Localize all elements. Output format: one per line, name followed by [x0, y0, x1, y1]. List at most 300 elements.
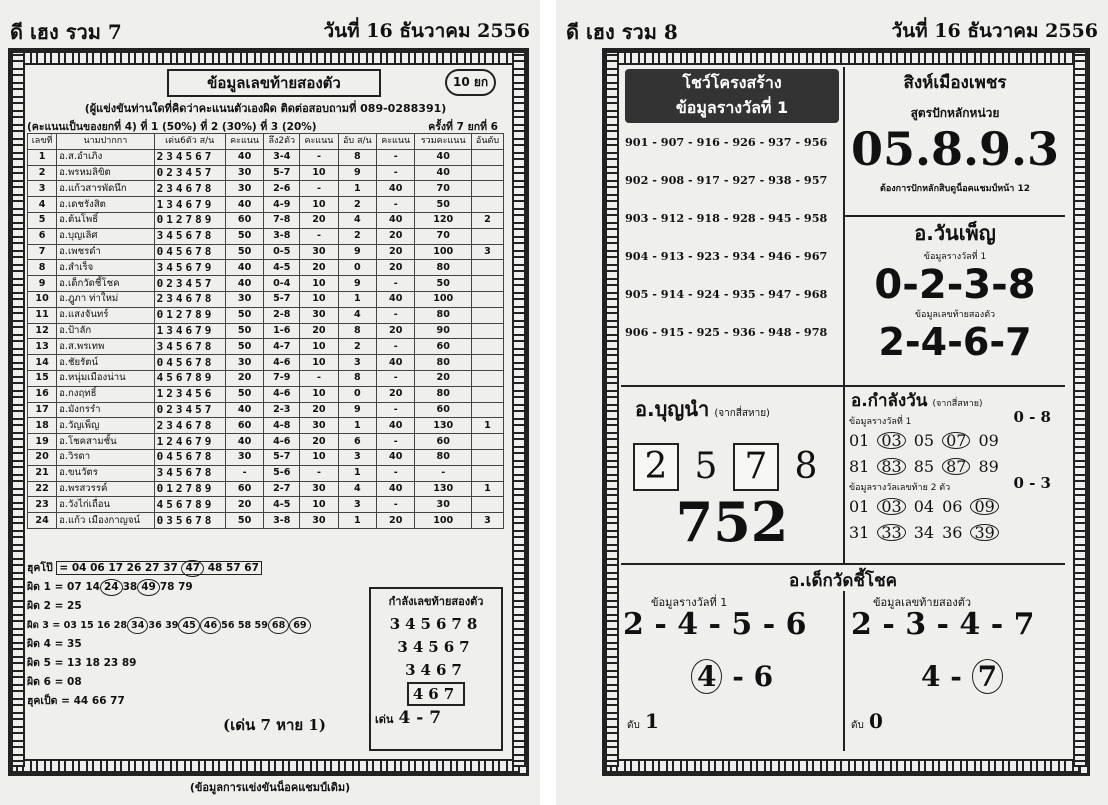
kamlang-number: 03 — [877, 498, 905, 515]
table-body — [28, 149, 504, 528]
structure-row: 906 - 915 - 925 - 936 - 948 - 978 — [625, 325, 828, 339]
table-cell: 7-9 — [264, 370, 300, 386]
border-right — [512, 51, 526, 767]
table-cell: 6 — [28, 228, 57, 244]
table-cell: 60 — [225, 481, 264, 497]
kamlang-number: 01 — [849, 497, 870, 516]
table-cell: 4-8 — [264, 418, 300, 434]
column-header: เด่น6ตัว ส/น — [154, 134, 225, 150]
table-cell: 2 — [471, 212, 503, 228]
right-header-date: วันที่ 16 ธันวาคม 2556 — [891, 20, 1098, 42]
table-cell: 012789 — [154, 481, 225, 497]
singh-title: สิงห์เมืองเพชร — [903, 73, 1007, 93]
table-row — [28, 165, 504, 181]
column-header: ลึง2ตัว — [264, 134, 300, 150]
column-header: คะแนน — [300, 134, 339, 150]
table-row — [28, 465, 504, 481]
kamlang-number: 09 — [978, 431, 999, 450]
table-cell: 40 — [376, 449, 415, 465]
table-cell: 7-8 — [264, 212, 300, 228]
left-header-title: ดี เฮง รวม 7 — [10, 20, 122, 44]
table-cell: 1 — [471, 418, 503, 434]
singh-panel — [845, 67, 1065, 217]
table-cell: อ.เดชรังสิต — [57, 197, 154, 213]
table-cell: - — [300, 465, 339, 481]
table-cell: 3 — [471, 513, 503, 529]
table-cell: 345678 — [154, 339, 225, 355]
boonnam-heading: อ.บุญนำ (จากสี่สหาย) — [635, 397, 770, 421]
table-cell: 2-8 — [264, 307, 300, 323]
table-cell: 20 — [376, 260, 415, 276]
table-cell: อ.ส.พรเทพ — [57, 339, 154, 355]
dek-panel — [621, 565, 1065, 751]
table-row — [28, 307, 504, 323]
wanpen-panel — [845, 217, 1065, 387]
table-cell: 100 — [415, 291, 472, 307]
power-line: 34567 — [397, 638, 475, 656]
table-cell: 1 — [338, 291, 376, 307]
table-cell: 1 — [28, 149, 57, 165]
table-cell: 40 — [376, 291, 415, 307]
table-cell: อ.ป้าลัก — [57, 323, 154, 339]
table-cell: อ.เพชรดำ — [57, 244, 154, 260]
dek-sub-2: 4 - 7 — [921, 659, 1003, 694]
table-cell: 123456 — [154, 386, 225, 402]
boonnam-panel — [621, 387, 845, 565]
singh-formula: สูตรปักหลักหน่วย — [910, 106, 1000, 120]
table-cell: 10 — [300, 386, 339, 402]
table-cell: อ.หนุ่มเมืองน่าน — [57, 370, 154, 386]
border-bottom — [11, 759, 520, 773]
wanpen-number-1: 0-2-3-8 — [874, 262, 1036, 308]
table-cell: 3-4 — [264, 149, 300, 165]
table-cell: 4-6 — [264, 434, 300, 450]
table-cell: 20 — [28, 449, 57, 465]
left-content — [27, 67, 504, 751]
table-cell: 70 — [415, 228, 472, 244]
table-cell: 10 — [300, 197, 339, 213]
wanpen-label-1: ข้อมูลรางวัลที่ 1 — [923, 252, 987, 262]
table-cell: 80 — [415, 307, 472, 323]
kamlang-row-3 — [845, 494, 1065, 520]
right-page — [556, 0, 1108, 805]
table-cell: 130 — [415, 418, 472, 434]
table-cell: 40 — [225, 276, 264, 292]
dek-number-1: 2 - 4 - 5 - 6 — [623, 607, 807, 642]
structure-row: 902 - 908 - 917 - 927 - 938 - 957 — [625, 173, 828, 187]
table-cell: อ.ฎูภา ท่าใหม่ — [57, 291, 154, 307]
table-cell: อ.โชคสามชั้น — [57, 434, 154, 450]
kamlang-number: 39 — [970, 524, 998, 541]
kamlang-number: 31 — [849, 523, 870, 542]
kamlang-label-2: ข้อมูลรางวัลเลขท้าย 2 ตัว 0 - 3 — [849, 474, 1051, 493]
border-right — [1073, 51, 1087, 767]
table-cell: 2 — [338, 339, 376, 355]
table-cell: 8 — [338, 323, 376, 339]
table-cell: อ.กงฤทธิ์ — [57, 386, 154, 402]
table-cell: 30 — [415, 497, 472, 513]
table-cell: 18 — [28, 418, 57, 434]
border-left — [11, 51, 25, 767]
table-cell: อ.วังไก่เถื่อน — [57, 497, 154, 513]
stats-block — [27, 559, 347, 711]
kamlang-heading: อ.กำลังวัน (จากสี่สหาย) — [851, 391, 983, 411]
table-cell: 456789 — [154, 370, 225, 386]
table-cell: 40 — [376, 181, 415, 197]
table-row — [28, 370, 504, 386]
table-cell: 4 — [338, 212, 376, 228]
kamlang-number: 87 — [942, 458, 970, 475]
structure-rows — [621, 123, 843, 351]
table-cell: 20 — [300, 260, 339, 276]
table-cell: 1 — [338, 465, 376, 481]
table-cell — [471, 323, 503, 339]
table-cell: อ.แสงจันทร์ — [57, 307, 154, 323]
kamlang-row-4 — [845, 520, 1065, 546]
table-cell: 20 — [300, 212, 339, 228]
table-cell: 10 — [300, 497, 339, 513]
table-cell: 1-6 — [264, 323, 300, 339]
kamlang-number: 34 — [913, 523, 935, 542]
table-cell — [471, 307, 503, 323]
table-row — [28, 402, 504, 418]
table-cell: 4-5 — [264, 497, 300, 513]
table-cell — [471, 291, 503, 307]
structure-panel — [621, 67, 845, 387]
power-line-row — [371, 636, 501, 659]
table-cell: 40 — [376, 418, 415, 434]
table-cell: 80 — [415, 355, 472, 371]
table-cell: - — [376, 402, 415, 418]
table-cell: 345679 — [154, 260, 225, 276]
table-cell: 2 — [338, 197, 376, 213]
table-cell: อ.มังกรรำ — [57, 402, 154, 418]
table-cell — [471, 386, 503, 402]
table-cell: 17 — [28, 402, 57, 418]
table-cell: 30 — [225, 291, 264, 307]
table-cell — [471, 370, 503, 386]
boonnam-big: 752 — [675, 490, 789, 554]
table-cell: 40 — [376, 212, 415, 228]
table-cell: 3 — [28, 181, 57, 197]
left-footer: (ข้อมูลการแข่งขันน็อคแชมป์เดิม) — [189, 781, 351, 794]
table-cell — [471, 260, 503, 276]
table-cell: 40 — [376, 481, 415, 497]
table-cell: 20 — [225, 497, 264, 513]
table-cell: 40 — [225, 434, 264, 450]
table-cell: 60 — [415, 339, 472, 355]
table-cell: 8 — [28, 260, 57, 276]
table-cell: 8 — [338, 370, 376, 386]
table-cell: 3-8 — [264, 228, 300, 244]
right-content — [621, 67, 1065, 751]
left-title: ข้อมูลเลขท้ายสองตัว — [167, 69, 381, 97]
table-cell: 30 — [225, 165, 264, 181]
table-cell: อ.แก้ว เมืองกาญจน์ — [57, 513, 154, 529]
table-cell: - — [376, 276, 415, 292]
kamlang-number: 07 — [942, 432, 970, 449]
table-row — [28, 291, 504, 307]
table-cell: 80 — [415, 386, 472, 402]
table-cell: 60 — [225, 418, 264, 434]
table-cell — [471, 449, 503, 465]
table-cell: อ.พรหมลิขิต — [57, 165, 154, 181]
table-cell: 40 — [415, 149, 472, 165]
stats-row: ฮุคโป๊ = 04 06 17 26 27 37 47 48 57 67 — [27, 559, 347, 578]
table-cell: อ.แก้วสารพัดนึก — [57, 181, 154, 197]
table-cell: - — [376, 307, 415, 323]
table-cell: 345678 — [154, 465, 225, 481]
table-cell: - — [300, 149, 339, 165]
singh-number: 05.8.9.3 — [850, 122, 1060, 176]
table-cell: 80 — [415, 449, 472, 465]
structure-row: 905 - 914 - 924 - 935 - 947 - 968 — [625, 287, 828, 301]
table-cell: 50 — [225, 386, 264, 402]
table-cell: 2-3 — [264, 402, 300, 418]
table-cell: 10 — [300, 339, 339, 355]
boonnam-digits — [621, 443, 843, 491]
boonnam-digit: 7 — [733, 443, 779, 491]
round-badge: 10 ยก — [445, 69, 496, 96]
table-cell: 30 — [300, 307, 339, 323]
table-cell: 4-6 — [264, 386, 300, 402]
table-cell: 9 — [338, 165, 376, 181]
table-cell: 100 — [415, 513, 472, 529]
table-row — [28, 434, 504, 450]
table-cell: 0 — [338, 260, 376, 276]
table-cell: 12 — [28, 323, 57, 339]
column-header: คะแนน — [376, 134, 415, 150]
table-cell — [471, 465, 503, 481]
table-cell: 16 — [28, 386, 57, 402]
kamlang-panel — [845, 387, 1065, 565]
column-header: คะแนน — [225, 134, 264, 150]
dek-divider — [843, 591, 845, 751]
table-cell: 40 — [225, 197, 264, 213]
table-cell: 2-7 — [264, 481, 300, 497]
table-cell: 4-9 — [264, 197, 300, 213]
table-cell: 20 — [376, 228, 415, 244]
round-note: ครั้งที่ 7 ยกที่ 6 — [428, 121, 498, 133]
table-cell: อ.ต้นโพธิ์ — [57, 212, 154, 228]
table-cell: 20 — [300, 434, 339, 450]
kamlang-number: 36 — [942, 523, 963, 542]
table-cell: 120 — [415, 212, 472, 228]
table-row — [28, 197, 504, 213]
table-row — [28, 149, 504, 165]
table-cell: 1 — [338, 181, 376, 197]
right-frame — [602, 48, 1090, 776]
table-cell: - — [225, 465, 264, 481]
table-cell: 50 — [225, 307, 264, 323]
table-cell: - — [376, 197, 415, 213]
table-cell — [471, 197, 503, 213]
dek-sub-1: 4 - 6 — [691, 659, 773, 694]
power-lines — [371, 613, 501, 706]
structure-row: 903 - 912 - 918 - 928 - 945 - 958 — [625, 211, 828, 225]
stats-row: ผิด 1 = 07 14 24 38 49 78 79 — [27, 578, 347, 597]
table-cell: 6 — [338, 434, 376, 450]
table-cell: 19 — [28, 434, 57, 450]
column-header: อันดับ — [471, 134, 503, 150]
table-cell — [471, 181, 503, 197]
table-cell: 14 — [28, 355, 57, 371]
table-cell: 30 — [300, 481, 339, 497]
table-cell: อ.วิรดา — [57, 449, 154, 465]
table-row — [28, 244, 504, 260]
table-cell: 3-8 — [264, 513, 300, 529]
table-cell: 40 — [415, 165, 472, 181]
column-header: นามปากกา — [57, 134, 154, 150]
table-cell: 20 — [376, 513, 415, 529]
table-cell: 10 — [300, 276, 339, 292]
table-cell: 10 — [300, 449, 339, 465]
table-cell: 20 — [300, 323, 339, 339]
table-cell: 23 — [28, 497, 57, 513]
table-cell: 40 — [225, 402, 264, 418]
table-cell: 5-6 — [264, 465, 300, 481]
table-cell: 7 — [28, 244, 57, 260]
table-cell: 1 — [338, 513, 376, 529]
table-cell: 10 — [28, 291, 57, 307]
table-cell: 40 — [225, 260, 264, 276]
left-header-date: วันที่ 16 ธันวาคม 2556 — [323, 20, 530, 42]
table-cell: 11 — [28, 307, 57, 323]
table-row — [28, 513, 504, 529]
table-cell: 20 — [300, 402, 339, 418]
power-main: เด่น 4 - 7 — [375, 708, 442, 728]
score-table — [27, 133, 504, 529]
table-cell: 20 — [376, 386, 415, 402]
table-cell: 023457 — [154, 165, 225, 181]
table-cell: - — [376, 497, 415, 513]
table-cell: 10 — [300, 165, 339, 181]
table-cell: 15 — [28, 370, 57, 386]
table-cell: 045678 — [154, 449, 225, 465]
table-cell: - — [300, 181, 339, 197]
table-cell: 4-5 — [264, 260, 300, 276]
left-header — [10, 14, 530, 44]
kamlang-number: 89 — [978, 457, 999, 476]
column-header: อับ ส/น — [338, 134, 376, 150]
table-cell: - — [376, 370, 415, 386]
table-cell: 9 — [338, 244, 376, 260]
power-line-row — [371, 659, 501, 682]
border-left — [605, 51, 619, 767]
table-cell: 24 — [28, 513, 57, 529]
power-line: 467 — [407, 682, 465, 706]
dek-title: อ.เด็กวัดชี้โชค — [789, 571, 897, 591]
table-cell: 70 — [415, 181, 472, 197]
table-cell: 023457 — [154, 402, 225, 418]
table-cell — [471, 402, 503, 418]
wanpen-number-2: 2-4-6-7 — [878, 320, 1032, 364]
table-cell: 8 — [338, 149, 376, 165]
power-line: 3467 — [405, 661, 467, 679]
table-cell: 5-7 — [264, 165, 300, 181]
kamlang-row-1 — [845, 428, 1065, 454]
table-cell: 1 — [471, 481, 503, 497]
table-cell: 9 — [338, 402, 376, 418]
left-subtitle: (ผู้แข่งขันท่านใดที่คิดว่าคะแนนตัวเองผิด ติดต่อสอบถามที่ 089-0288391) — [84, 102, 447, 115]
scoring-note: (คะแนนเป็นของยกที่ 4) ที่ 1 (50%) ที่ 2 (30%) ที่ 3 (20%) — [27, 121, 317, 133]
right-header-title: ดี เฮง รวม 8 — [566, 20, 678, 44]
power-line-row — [371, 682, 501, 706]
table-row — [28, 228, 504, 244]
kamlang-number: 01 — [849, 431, 870, 450]
table-cell: 0-4 — [264, 276, 300, 292]
table-cell: 9 — [338, 276, 376, 292]
table-cell: อ.เด็กวัดชี้โชค — [57, 276, 154, 292]
border-top — [11, 51, 520, 65]
table-row — [28, 339, 504, 355]
dek-label-1: ข้อมูลรางวัลที่ 1 — [651, 596, 728, 609]
table-row — [28, 418, 504, 434]
table-cell: - — [376, 149, 415, 165]
table-cell: 345678 — [154, 228, 225, 244]
kamlang-number: 83 — [877, 458, 905, 475]
table-cell: 5 — [28, 212, 57, 228]
table-cell: - — [376, 165, 415, 181]
table-cell: 234678 — [154, 291, 225, 307]
kamlang-number: 03 — [877, 432, 905, 449]
table-cell: 124679 — [154, 434, 225, 450]
wanpen-title: อ.วันเพ็ญ — [914, 221, 996, 245]
table-cell — [471, 497, 503, 513]
table-cell: 30 — [300, 513, 339, 529]
table-cell: 30 — [300, 244, 339, 260]
kamlang-number: 09 — [970, 498, 998, 515]
table-row — [28, 181, 504, 197]
table-cell: 035678 — [154, 513, 225, 529]
dek-label-2: ข้อมูลเลขท้ายสองตัว — [873, 596, 972, 609]
table-cell: - — [300, 370, 339, 386]
table-cell: 134679 — [154, 197, 225, 213]
table-cell: อ.พรสวรรค์ — [57, 481, 154, 497]
table-cell: 3 — [471, 244, 503, 260]
table-row — [28, 481, 504, 497]
table-cell — [471, 165, 503, 181]
table-cell: 21 — [28, 465, 57, 481]
table-header — [28, 134, 504, 150]
table-cell: 22 — [28, 481, 57, 497]
table-cell — [471, 149, 503, 165]
border-top — [605, 51, 1081, 65]
table-cell: 50 — [225, 339, 264, 355]
table-cell: 9 — [28, 276, 57, 292]
table-cell: 0-5 — [264, 244, 300, 260]
stats-row: ผิด 6 = 08 — [27, 676, 82, 688]
table-row — [28, 355, 504, 371]
table-cell: 50 — [225, 244, 264, 260]
table-cell: 60 — [415, 434, 472, 450]
table-cell: 2 — [338, 228, 376, 244]
table-cell: 012789 — [154, 212, 225, 228]
table-cell: 234678 — [154, 181, 225, 197]
table-cell: 30 — [225, 355, 264, 371]
table-cell: 4 — [338, 481, 376, 497]
table-cell — [471, 355, 503, 371]
table-cell: 045678 — [154, 244, 225, 260]
table-cell: 4 — [28, 197, 57, 213]
table-cell: 50 — [225, 323, 264, 339]
structure-row: 901 - 907 - 916 - 926 - 937 - 956 — [625, 135, 828, 149]
table-row — [28, 497, 504, 513]
kamlang-number: 04 — [913, 497, 935, 516]
table-row — [28, 212, 504, 228]
table-cell: 20 — [225, 370, 264, 386]
right-header — [566, 14, 1098, 44]
